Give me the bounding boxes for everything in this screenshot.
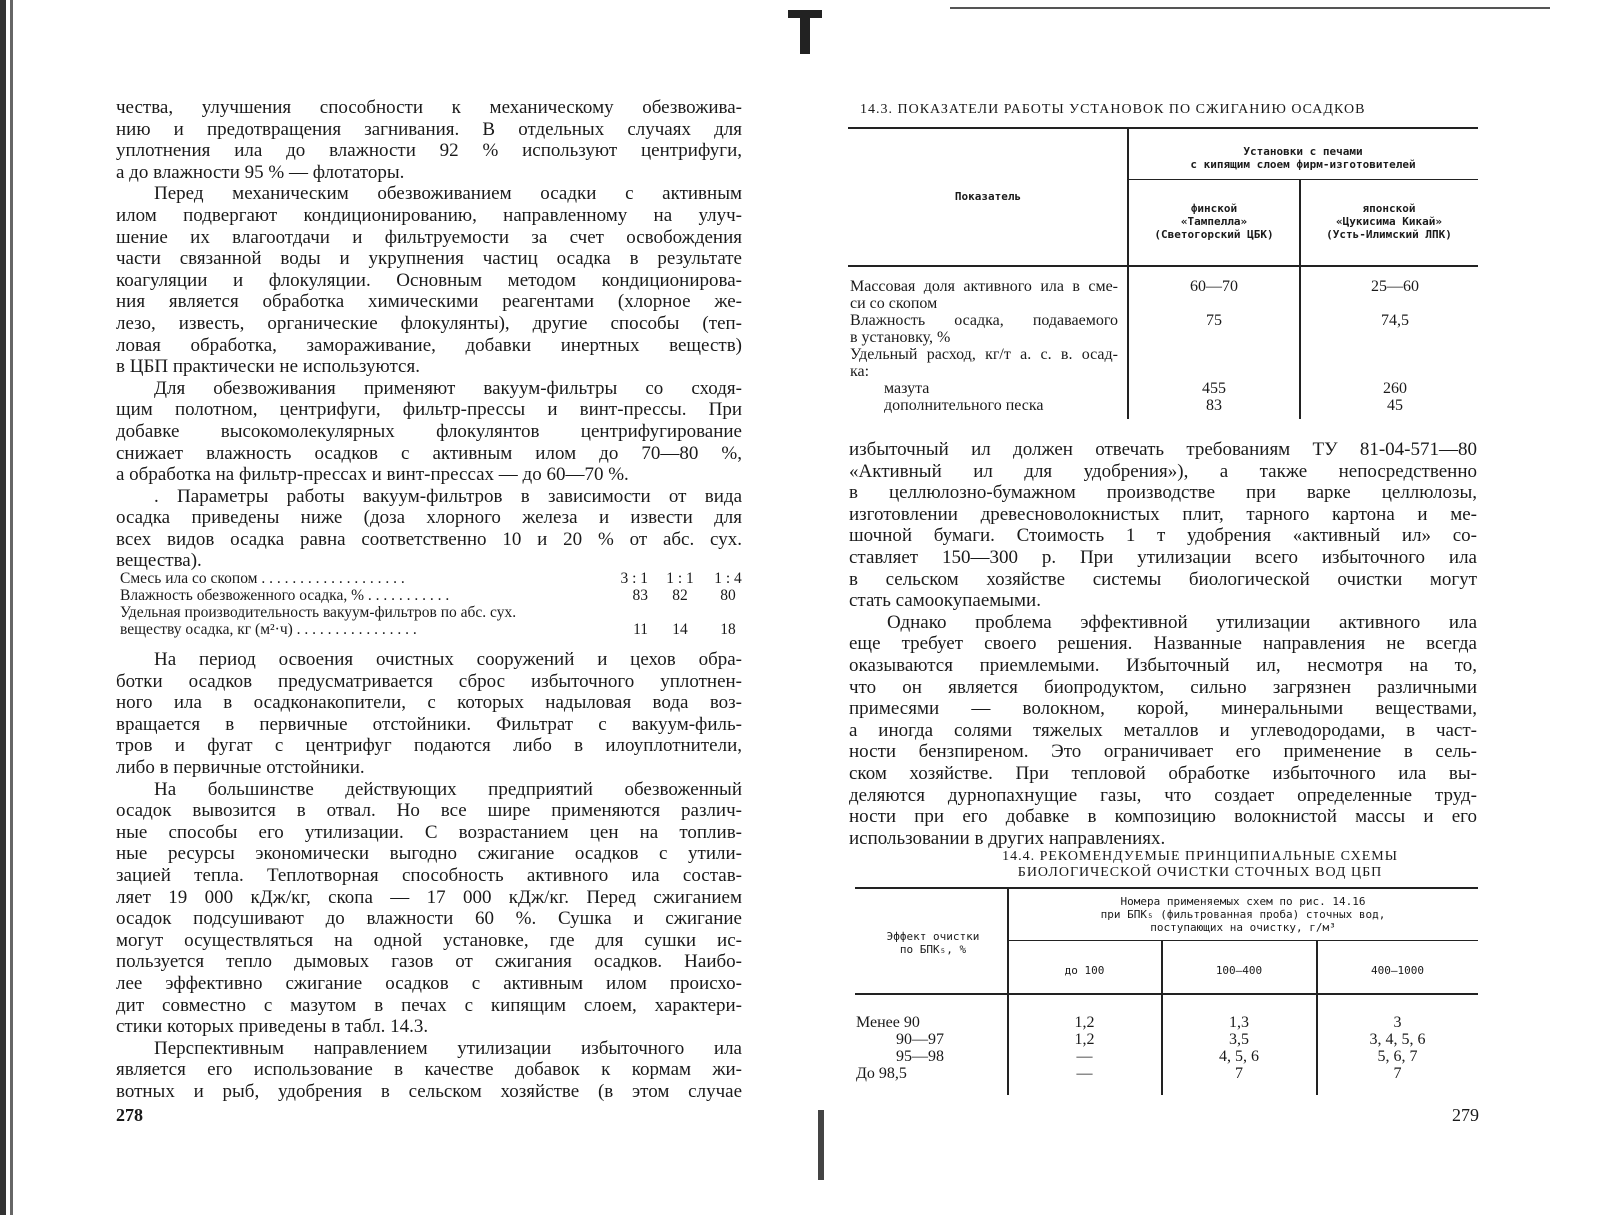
table-cell: 25—60: [1371, 278, 1419, 295]
text-line: ботки осадков предусматривается сброс избыточного уплотнен-: [116, 670, 742, 692]
text-line: коагуляции и флокуляции. Основным методом кондиционирова-: [116, 269, 742, 291]
left-page-text-bottom: [116, 649, 742, 1102]
text-line: в сельском хозяйстве системы биологической очистки могут: [849, 568, 1477, 590]
text-line: осадка приведены ниже (доза хлорного железа и извести для: [116, 507, 742, 529]
text-line: ности бензпиреном. Это ограничивает его применение в сель-: [849, 741, 1477, 763]
right-page-text: [849, 439, 1477, 849]
header-line: (Светогорский ЦБК): [1154, 228, 1274, 241]
text-line: . Параметры работы вакуум-фильтров в зависимости от вида: [154, 485, 742, 507]
top-edge-line: [950, 7, 1550, 9]
header-line: по БПК₅, %: [899, 943, 967, 956]
text-line: стать самоокупаемыми.: [849, 590, 1041, 612]
table-cell: 1,3: [1229, 1014, 1249, 1031]
table-cell: 455: [1202, 380, 1226, 397]
text-line: вотных и рыб, удобрения в сельском хозяйстве (в этом случае: [116, 1080, 742, 1102]
table-cell: —: [1076, 1065, 1093, 1082]
text-line: ставляет 150—300 р. При утилизации всего избыточного ила: [849, 546, 1477, 568]
text-line: а до влажности 95 % — флотаторы.: [116, 161, 405, 183]
label-line: си со скопом: [850, 295, 938, 312]
text-line: ском хозяйстве. При тепловой обработке избыточного ила вы-: [849, 762, 1477, 784]
text-line: ловая обработка, замораживание, добавки инертных веществ): [116, 334, 742, 356]
params-value: 14: [672, 621, 688, 638]
header-line: «Тампелла»: [1180, 215, 1248, 228]
header-line: Установки с печами: [1243, 145, 1363, 158]
text-line: ные ресурсы экономически выгодно сжигание осадков с утили-: [116, 843, 742, 865]
table-cell: —: [1076, 1048, 1093, 1065]
table-rule: [855, 887, 1478, 889]
params-value: 82: [672, 587, 688, 604]
text-line: осадок вывозится в отвал. Но все шире применяются различ-: [116, 800, 742, 822]
label-line: в установку, %: [850, 329, 951, 346]
text-line: На период освоения очистных сооружений и цехов обра-: [154, 649, 742, 670]
text-line: лезо, известь, органические флокулянты), другие способы (теп-: [116, 312, 742, 334]
header-line: (Усть-Илимский ЛПК): [1326, 228, 1452, 241]
text-line: вращается в первичные отстойники. Фильтрат с вакуум-филь-: [116, 713, 742, 735]
table-header-effect: [858, 930, 1008, 956]
text-line: в целлюлозно-бумажном производстве при варке целлюлозы,: [849, 482, 1477, 504]
table-row-label: [850, 278, 1118, 414]
page-number-left: 278: [116, 1105, 143, 1125]
text-line: зацией тепла. Теплотворная способность активного ила состав-: [116, 864, 742, 886]
text-line: щим полотном, центрифуги, фильтр-прессы и винт-прессы. При: [116, 399, 742, 421]
label-line: дополнительного песка: [884, 397, 1044, 414]
text-line: шение их влагоотдачи и фильтруемости за счет освобождения: [116, 226, 742, 248]
text-line: а обработка на фильтр-прессах и винт-прессах — до 60—70 %.: [116, 464, 629, 486]
table-rule: [848, 127, 1478, 129]
label-line: ка:: [850, 363, 870, 380]
text-line: дит совместно с мазутом в печах с кипящим слоем, характери-: [116, 994, 742, 1016]
text-line: пользуется тепло дымовых газов от сжигания осадков. Наибо-: [116, 951, 742, 973]
table-cell: 74,5: [1381, 312, 1409, 329]
table-group-header: [1128, 145, 1478, 171]
text-line: а иногда солями тяжелых металлов и углеводородами, в част-: [849, 719, 1477, 741]
table-cell: 7: [1393, 1065, 1402, 1082]
table-14-3-title: 14.3. ПОКАЗАТЕЛИ РАБОТЫ УСТАНОВОК ПО СЖИГАНИЮ ОСАДКОВ: [860, 102, 1366, 117]
table-cell: 4, 5, 6: [1219, 1048, 1259, 1065]
header-line: Номера применяемых схем по рис. 14.16: [1120, 895, 1366, 908]
label-line: Массовая доля активного ила в сме-: [850, 278, 1118, 295]
table-cell: 75: [1206, 312, 1222, 329]
text-line: в ЦБП практически не используются.: [116, 356, 420, 378]
text-line: добавке высокомолекулярных флокулянтов центрифугирование: [116, 420, 742, 442]
label-line: мазута: [884, 380, 930, 397]
text-line: ного ила в осадконакопители, с которых надыловая вода воз-: [116, 692, 742, 714]
text-line: вещества).: [116, 550, 202, 572]
vacuum-filter-params: [120, 570, 745, 638]
params-value: 1 : 4: [714, 570, 742, 587]
book-binding-edge: [0, 0, 6, 1215]
header-line: при БПК₅ (фильтрованная проба) сточных вод,: [1100, 908, 1386, 921]
table-row-label: 90—97: [896, 1031, 944, 1048]
text-line: шочной бумаги. Стоимость 1 т удобрения «активный ил» со-: [849, 525, 1477, 547]
text-line: части связанной воды и укрупнения частиц осадка в результате: [116, 248, 742, 270]
text-line: всех видов осадка равна соответственно 10 и 20 % от абс. сух.: [116, 528, 742, 550]
text-line: ния является обработка химическими реагентами (хлорное же-: [116, 291, 742, 313]
text-line: изготовлении древесноволокнистых плит, тарного картона и ме-: [849, 503, 1477, 525]
params-row-label: веществу осадка, кг (м²·ч) . . . . . . . . . . . . . . . .: [120, 621, 417, 638]
table-rule: [1128, 179, 1478, 180]
gutter-mark-bottom: [818, 1110, 824, 1180]
table-subheader-japanese: [1300, 202, 1478, 241]
text-line: что он является биопродуктом, сильно загрязнен различными: [849, 676, 1477, 698]
header-line: финской: [1190, 202, 1238, 215]
gutter-mark-stem: [800, 14, 810, 54]
text-line: избыточный ил должен отвечать требованиям ТУ 81-04-571—80: [849, 439, 1477, 460]
text-line: стики которых приведены в табл. 14.3.: [116, 1016, 429, 1038]
text-line: оказываются приемлемыми. Избыточный ил, несмотря на то,: [849, 654, 1477, 676]
table-cell: 3, 4, 5, 6: [1369, 1031, 1426, 1048]
text-line: Перспективным направлением утилизации избыточного ила: [154, 1037, 742, 1059]
text-line: деляются дурнопахнущие газы, что создает определенные труд-: [849, 784, 1477, 806]
params-value: 1 : 1: [666, 570, 694, 587]
text-line: Для обезвоживания применяют вакуум-фильтры со сходя-: [154, 377, 742, 399]
table-cell: 3,5: [1229, 1031, 1249, 1048]
table-row-label: Менее 90: [856, 1014, 920, 1031]
title-line: БИОЛОГИЧЕСКОЙ ОЧИСТКИ СТОЧНЫХ ВОД ЦБП: [1017, 865, 1383, 880]
left-page-text-top: [116, 97, 742, 572]
text-line: является его использование в качестве добавок к кормам жи-: [116, 1059, 742, 1081]
text-line: осадок подсушивают до влажности 60 %. Сушка и сжигание: [116, 908, 742, 930]
table-subheader-finnish: [1128, 202, 1300, 241]
params-value: 11: [633, 621, 648, 638]
params-row-label: Удельная производительность вакуум-фильтров по абс. сух.: [120, 604, 517, 621]
text-line: использовании в других направлениях.: [849, 827, 1166, 849]
table-cell: 5, 6, 7: [1377, 1048, 1418, 1065]
params-row-label: Влажность обезвоженного осадка, % . . . . . . . . . . .: [120, 587, 450, 604]
table-cell: 60—70: [1190, 278, 1238, 295]
table-cell: 7: [1235, 1065, 1243, 1082]
title-line: 14.4. РЕКОМЕНДУЕМЫЕ ПРИНЦИПИАЛЬНЫЕ СХЕМЫ: [1002, 849, 1398, 864]
header-line: Эффект очистки: [886, 930, 980, 943]
table-row-label: До 98,5: [856, 1065, 907, 1082]
text-line: Однако проблема эффективной утилизации активного ила: [887, 611, 1477, 633]
table-14-4-title: [940, 849, 1460, 881]
text-line: илом подвергают кондиционированию, направленному на улуч-: [116, 204, 742, 226]
text-line: уплотнения ила до влажности 92 % используют центрифуги,: [116, 140, 742, 162]
text-line: тров и фугат с центрифуг подаются либо в илоуплотнители,: [116, 735, 742, 757]
params-row-label: Смесь ила со скопом . . . . . . . . . . . . . . . . . . .: [120, 570, 405, 587]
table-subheader: 100—400: [1215, 964, 1263, 977]
table-cell: 1,2: [1074, 1014, 1095, 1031]
table-row-label: 95—98: [896, 1048, 944, 1065]
page-number-right: 279: [1452, 1105, 1479, 1125]
header-line: японской: [1362, 202, 1416, 215]
table-cell: 1,2: [1074, 1031, 1095, 1048]
text-line: ности при его добавке в композицию волокнистой массы и его: [849, 806, 1477, 828]
table-cell: 3: [1393, 1014, 1402, 1031]
params-value: 83: [632, 587, 648, 604]
text-line: снижает влажность осадков с активным илом до 70—80 %,: [116, 442, 742, 464]
header-line: с кипящим слоем фирм-изготовителей: [1190, 158, 1416, 171]
text-line: могут осуществляться на одной установке, где для сушки ис-: [116, 929, 742, 951]
table-header-indicator: Показатель: [954, 190, 1022, 203]
table-group-header: [1008, 895, 1478, 934]
text-line: нию и предотвращения загнивания. В отдельных случаях для: [116, 118, 742, 140]
text-line: «Активный ил для удобрения»), а также непосредственно: [849, 460, 1477, 482]
text-line: На большинстве действующих предприятий обезвоженный: [154, 778, 742, 800]
book-binding-edge-line: [10, 0, 13, 1215]
table-rule: [855, 993, 1478, 995]
table-cell: 45: [1387, 397, 1403, 414]
text-line: ляет 19 000 кДж/кг, скопа — 17 000 кДж/кг. Перед сжиганием: [116, 886, 742, 908]
label-line: Влажность осадка, подаваемого: [850, 312, 1118, 329]
params-value: 80: [720, 587, 736, 604]
params-value: 3 : 1: [620, 570, 648, 587]
table-subheader: до 100: [1064, 964, 1105, 977]
table-rule: [1008, 940, 1478, 941]
text-line: либо в первичные отстойники.: [116, 756, 365, 778]
text-line: еще требует своего решения. Названные направления не всегда: [849, 633, 1477, 655]
table-rule: [848, 265, 1478, 267]
params-value: 18: [720, 621, 736, 638]
label-line: Удельный расход, кг/т а. с. в. осад-: [850, 346, 1118, 363]
text-line: ные способы его утилизации. С возрастанием цен на топлив-: [116, 821, 742, 843]
text-line: лее эффективно сжигание осадков с активным илом происхо-: [116, 972, 742, 994]
text-line: примесями — волокном, корой, минеральными веществами,: [849, 698, 1477, 720]
header-line: «Цукисима Кикай»: [1336, 215, 1442, 228]
header-line: поступающих на очистку, г/м³: [1150, 921, 1336, 934]
table-cell: 260: [1383, 380, 1407, 397]
text-line: Перед механическим обезвоживанием осадки с активным: [154, 183, 742, 205]
text-line: чества, улучшения способности к механическому обезвожива-: [116, 97, 742, 118]
table-cell: 83: [1206, 397, 1222, 414]
table-subheader: 400—1000: [1371, 964, 1424, 977]
